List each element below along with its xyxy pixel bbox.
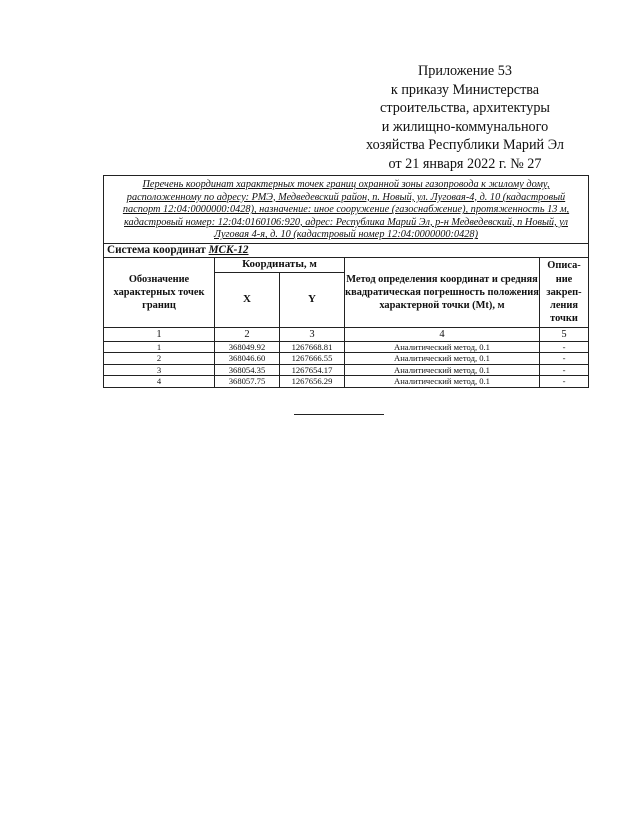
description-value: - <box>540 376 589 388</box>
separator-line <box>294 414 384 415</box>
column-number-row <box>104 327 589 341</box>
y-coordinate: 1267668.81 <box>280 341 345 353</box>
method-value: Аналитический метод, 0.1 <box>345 364 540 376</box>
appendix-line: от 21 января 2022 г. № 27 <box>388 155 542 172</box>
y-coordinate: 1267654.17 <box>280 364 345 376</box>
header-x: X <box>215 272 280 327</box>
column-number: 1 <box>104 327 215 341</box>
header-description: Описа-ние закреп-ления точки <box>540 257 589 327</box>
x-coordinate: 368046.60 <box>215 353 280 365</box>
point-number: 4 <box>104 376 215 388</box>
coordinate-system-row <box>104 243 589 257</box>
method-value: Аналитический метод, 0.1 <box>345 376 540 388</box>
coordinate-system-name: МСК-12 <box>208 243 249 256</box>
x-coordinate: 368049.92 <box>215 341 280 353</box>
description-value: - <box>540 353 589 365</box>
y-coordinate: 1267656.29 <box>280 376 345 388</box>
appendix-line: Приложение 53 <box>418 63 512 79</box>
method-value: Аналитический метод, 0.1 <box>345 341 540 353</box>
y-coordinate: 1267666.55 <box>280 353 345 365</box>
appendix-header <box>300 62 630 174</box>
coordinate-system-label: Система координат <box>107 243 206 256</box>
method-value: Аналитический метод, 0.1 <box>345 353 540 365</box>
point-number: 3 <box>104 364 215 376</box>
table-row <box>104 341 589 353</box>
coordinates-table <box>103 175 589 388</box>
column-number: 2 <box>215 327 280 341</box>
x-coordinate: 368054.35 <box>215 364 280 376</box>
header-coordinates: Координаты, м <box>215 257 345 272</box>
column-number: 5 <box>540 327 589 341</box>
appendix-line: к приказу Министерства <box>390 81 540 98</box>
header-method: Метод определения координат и средняя квадратическая погрешность положения характерной точки (Mt), м <box>345 257 540 327</box>
x-coordinate: 368057.75 <box>215 376 280 388</box>
column-number: 3 <box>280 327 345 341</box>
header-designation: Обозначение характерных точек границ <box>104 257 215 327</box>
header-y: Y <box>280 272 345 327</box>
description-value: - <box>540 364 589 376</box>
description-value: - <box>540 341 589 353</box>
point-number: 2 <box>104 353 215 365</box>
table-caption: Перечень координат характерных точек границ охранной зоны газопровода к жилому дому, расположенному по адресу: РМЭ, Медведевский район, п. Новый, ул. Луговая-4, д. 10 (кадастровый паспорт 12:04:0000000:0428), назначение: иное сооружение (газоснабжение), протяженность 13 м, кадастровый номер: 12:04:0160106:920, адрес: Республика Марий Эл, р-н Медведевский, п Новый, ул Луговая 4-я, д. 10 (кадастровый номер 12:04:0000000:0428) <box>104 176 589 244</box>
table-row <box>104 353 589 365</box>
appendix-line: хозяйства Республики Марий Эл <box>366 137 564 154</box>
appendix-line: и жилищно-коммунального <box>381 118 549 135</box>
column-number: 4 <box>345 327 540 341</box>
point-number: 1 <box>104 341 215 353</box>
appendix-line: строительства, архитектуры <box>380 100 550 117</box>
table-row <box>104 376 589 388</box>
table-row <box>104 364 589 376</box>
